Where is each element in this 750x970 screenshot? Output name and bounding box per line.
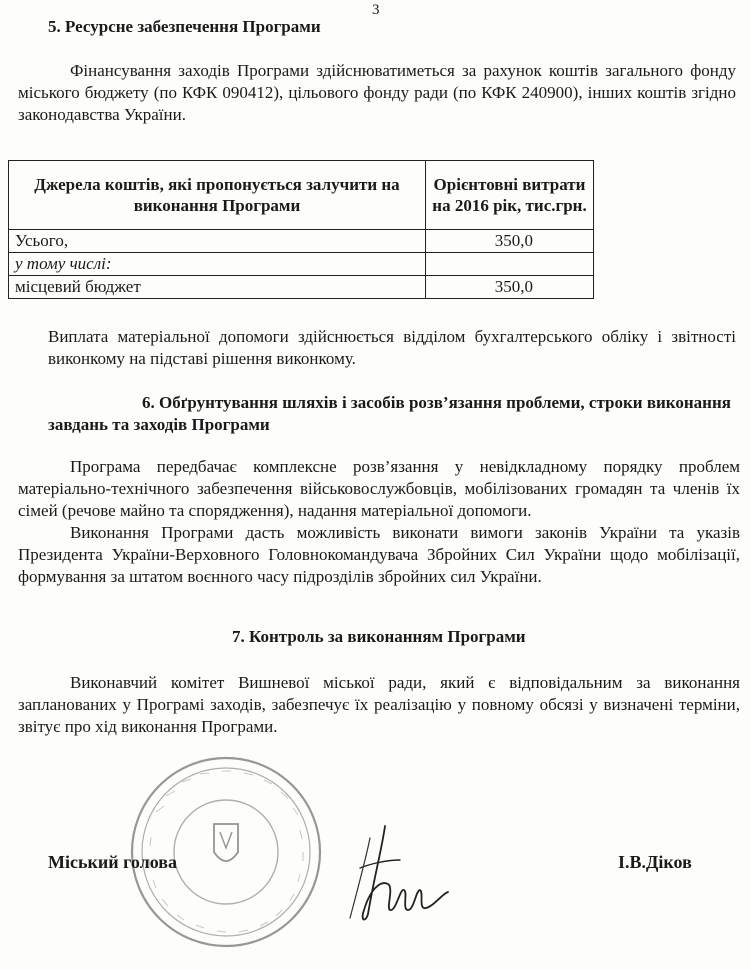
section-7-heading: 7. Контроль за виконанням Програми — [232, 627, 526, 646]
signatory-name: І.В.Діков — [618, 852, 692, 872]
table-header-row — [9, 161, 594, 230]
section-6-text — [18, 456, 740, 588]
section-5-heading: 5. Ресурсне забезпечення Програми — [48, 17, 321, 36]
row-value: 350,0 — [426, 230, 594, 253]
payment-text — [48, 326, 736, 370]
row-label: у тому числі: — [9, 253, 426, 276]
row-label: Усього, — [9, 230, 426, 253]
payment-paragraph: Виплата матеріальної допомоги здійснюється відділом бухгалтерського обліку і звітності виконкому на підставі рішення виконкому. — [48, 327, 736, 368]
header-source: Джерела коштів, які пропонується залучити на виконання Програми — [9, 161, 426, 230]
section-5-paragraph: Фінансування заходів Програми здійснюватиметься за рахунок коштів загального фонду міського бюджету (по КФК 090412), цільового фонду ради (по КФК 240900), інших коштів згідно законодавства України. — [18, 61, 736, 124]
section-6-heading: 6. Обґрунтування шляхів і засобів розв’язання проблеми, строки виконання завдань та заходів Програми — [48, 393, 731, 434]
section-7-text — [18, 672, 740, 738]
row-value: 350,0 — [426, 276, 594, 299]
row-value — [426, 253, 594, 276]
handwritten-signature — [330, 818, 480, 928]
section-6-paragraph-1: Програма передбачає комплексне розв’язання у невідкладному порядку проблем матеріально-технічного забезпечення військовослужбовців, мобілізованих громадян та членів їх сімей (речове майно та спорядження), надання матеріальної допомоги. — [18, 457, 740, 520]
section-7-paragraph: Виконавчий комітет Вишневої міської ради, який є відповідальним за виконання запланованих у Програмі заходів, забезпечує їх реалізацію у повному обсязі у визначені терміни, звітує про хід виконання Програми. — [18, 673, 740, 736]
section-5-text — [18, 60, 736, 126]
section-6-paragraph-2: Виконання Програми дасть можливість виконати вимоги законів України та указів Президента України-Верховного Головнокомандувача Збройних Сил України щодо мобілізації, формування за штатом воєнного часу підрозділів збройних сил України. — [18, 523, 740, 586]
table-row — [9, 276, 594, 299]
page-number: 3 — [372, 2, 380, 18]
table-row — [9, 253, 594, 276]
funding-table — [8, 160, 594, 299]
row-label: місцевий бюджет — [9, 276, 426, 299]
header-cost: Орієнтовні витрати на 2016 рік, тис.грн. — [426, 161, 594, 230]
table-row — [9, 230, 594, 253]
signatory-title: Міський голова — [48, 852, 177, 872]
